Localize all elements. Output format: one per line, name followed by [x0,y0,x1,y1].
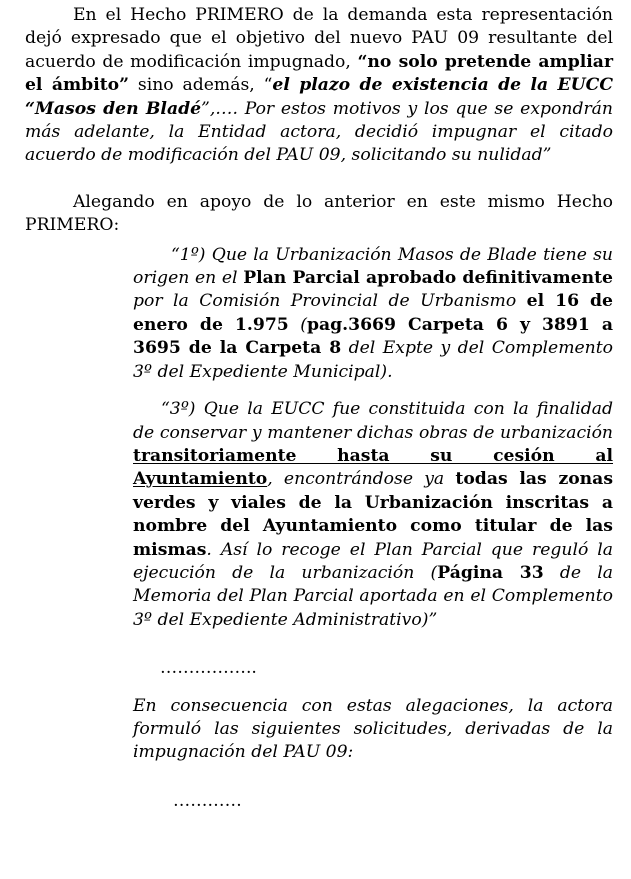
quote2-text-d: de la Memoria del Plan Parcial aportada en el Complemento 3º del Expediente Administrativo)” [133,562,613,630]
quote2-underline: transitoriamente hasta su cesión al Ayuntamiento [133,445,613,490]
quote2-text-c: . Así lo recoge el Plan Parcial que reguló la ejecución de la urbanización ( [133,539,613,583]
quote1-text-d: del Expte y del Complemento 3º del Expediente Municipal). [133,338,614,382]
quote2-text-b: , encontrándose ya [267,469,456,490]
paragraph-alegando [25,191,613,238]
paragraph1-bold-b: el plazo de existencia de la EUCC “Masos den Bladé [25,75,613,119]
paragraph1-text-c: ”,…. Por estos motivos y los que se expondrán más adelante, la Entidad actora, decidió impugnar el citado acuerdo de modificación del PAU 09, solicitando su nulidad” [25,98,613,166]
paragraph-conclusion [133,695,613,765]
paragraph1-text-a: En el Hecho PRIMERO de la demanda esta representación dejó expresado que el objetivo del nuevo PAU 09 resultante del acuerdo de modificación impugnado, [25,5,613,72]
ellipsis-first [160,657,613,680]
quote1-bold-a: Plan Parcial aprobado definitivamente [243,268,613,289]
paragraph2-text: Alegando en apoyo de lo anterior en este mismo Hecho PRIMERO: [25,191,613,236]
paragraph1-text-b: sino además, “ [129,75,273,96]
quote1-text-c: ( [288,314,307,335]
quote2-bold-a: todas las zonas verdes y viales de la Urbanización inscritas a nombre del Ayuntamiento como titular de las mismas [133,469,613,560]
quote1-text-b: por la Comisión Provincial de Urbanismo [133,291,527,312]
ellipsis-second [173,790,613,813]
quote-primero [133,244,613,384]
quote1-bold-b: el 16 de enero de 1.975 [133,291,613,335]
ellipsis-first-text: …………….. [160,658,257,679]
quote2-bold-b: Página 33 [437,562,544,583]
quote1-bold-c: pag.3669 Carpeta 6 y 3891 a 3695 de la Carpeta 8 [133,314,613,359]
quote-tercero [133,398,613,632]
quote1-text-a: “1º) Que la Urbanización Masos de Blade tiene su origen en el [133,244,613,289]
quote2-text-a: “3º) Que la EUCC fue constituida con la finalidad de conservar y mantener dichas obras de urbanización [133,399,613,443]
paragraph1-bold-a: “no solo pretende ampliar el ámbito” [25,51,614,96]
document-page [25,4,613,813]
paragraph-hecho-primero [25,4,613,168]
conclusion-text: En consecuencia con estas alegaciones, la actora formuló las siguientes solicitudes, derivadas de la impugnación del PAU 09: [133,695,613,763]
ellipsis-second-text: ………… [173,790,242,811]
